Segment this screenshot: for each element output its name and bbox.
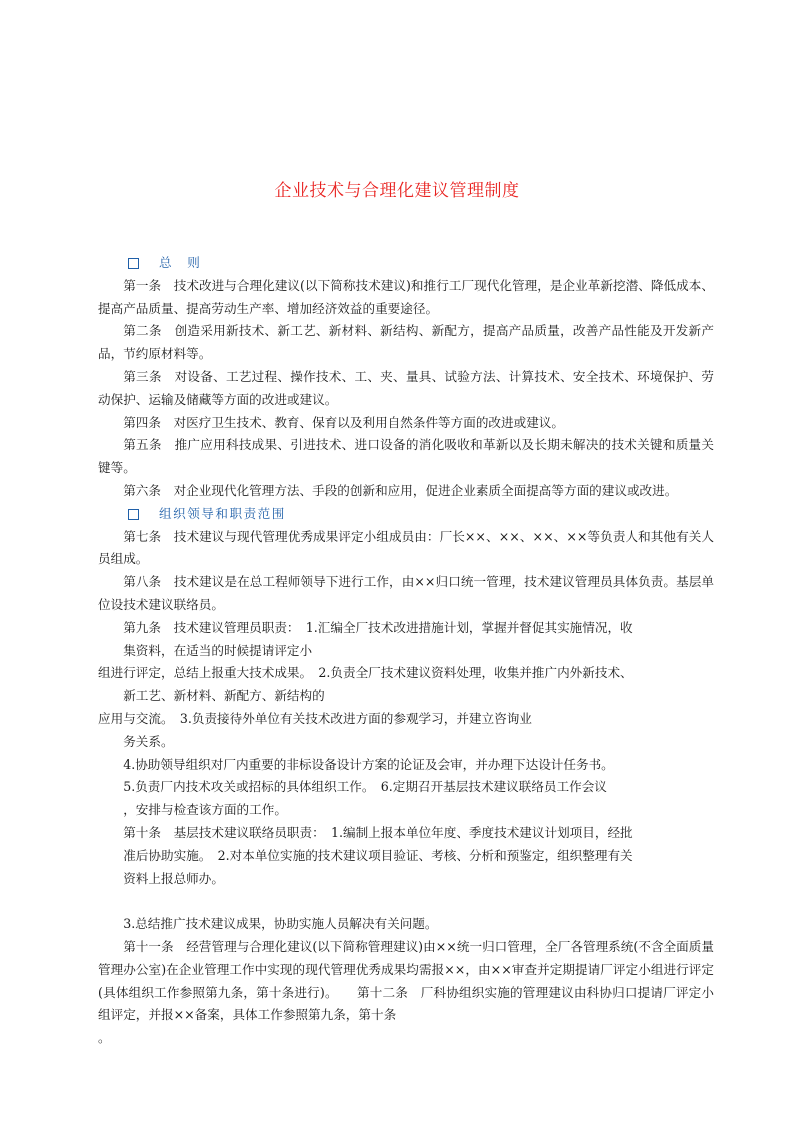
article-8: 第八条 技术建议是在总工程师领导下进行工作，由××归口统一管理，技术建议管理员具体负责。基层单位设技术建议联络员。 bbox=[98, 574, 714, 612]
article-9-line: 务关系。 bbox=[123, 733, 174, 749]
article-10-line: 准后协助实施。 2.对本单位实施的技术建议项目验证、考核、分析和预鉴定，组织整理有关 bbox=[123, 847, 633, 863]
checkbox-icon[interactable] bbox=[128, 509, 139, 520]
article-9-line: 第九条 技术建议管理员职责： 1.汇编全厂技术改进措施计划，掌握并督促其实施情况，收 bbox=[123, 619, 633, 635]
article-3: 第三条 对设备、工艺过程、操作技术、工、夹、量具、试验方法、计算技术、安全技术、环境保护、劳动保护、运输及储藏等方面的改进或建议。 bbox=[98, 368, 714, 407]
article-10-line: 资料上报总师办。 bbox=[123, 870, 224, 886]
article-7: 第七条 技术建议与现代管理优秀成果评定小组成员由：厂长××、××、××、××等负责人和其他有关人员组成。 bbox=[98, 528, 714, 567]
article-1: 第一条 技术改进与合理化建议(以下简称技术建议)和推行工厂现代化管理，是企业革新挖潜、降低成本、提高产品质量、提高劳动生产率、增加经济效益的重要途径。 bbox=[98, 277, 714, 316]
article-10-line: 第十条 基层技术建议联络员职责： 1.编制上报本单位年度、季度技术建议计划项目，经批 bbox=[123, 824, 633, 840]
document-title: 企业技术与合理化建议管理制度 bbox=[274, 181, 520, 201]
article-11-end: 。 bbox=[98, 1030, 111, 1046]
article-10-line: 3.总结推广技术建议成果，协助实施人员解决有关问题。 bbox=[123, 916, 438, 932]
section-heading-label: 组织领导和职责范围 bbox=[159, 505, 286, 521]
checkbox-icon[interactable] bbox=[128, 258, 139, 269]
article-9-line: 新工艺、新材料、新配方、新结构的 bbox=[123, 688, 325, 704]
section-heading-label: 总 则 bbox=[159, 255, 202, 270]
article-5: 第五条 推广应用科技成果、引进技术、进口设备的消化吸收和革新以及长期未解决的技术关键和质量关键等。 bbox=[98, 437, 714, 476]
article-9-line: 组进行评定，总结上报重大技术成果。 2.负责全厂技术建议资料处理，收集并推广内外新技术、 bbox=[98, 665, 633, 681]
article-9-line: 5.负责厂内技术攻关或招标的具体组织工作。 6.定期召开基层技术建议联络员工作会议 bbox=[123, 779, 607, 795]
section-heading-organization bbox=[98, 503, 714, 526]
article-11: 第十一条 经营管理与合理化建议(以下简称管理建议)由××统一归口管理，全厂各管理系统(不含全面质量管理办公室)在企业管理工作中实现的现代管理优秀成果均需报××，由××审查并定期提请厂评定小组进行评定(具体组织工作参照第九条，第十条进行)。 第十二条 厂科协组织实施的管理建议由科协归口提请厂评定小组评定，并报××备案，具体工作参照第九条，第十条 bbox=[98, 938, 714, 1023]
article-9-line: 应用与交流。 3.负责接待外单位有关技术改进方面的参观学习，并建立咨询业 bbox=[98, 710, 532, 726]
section-heading-general bbox=[98, 252, 714, 275]
article-9-line: 集资料，在适当的时候提请评定小 bbox=[123, 642, 313, 658]
document-body bbox=[98, 252, 714, 1050]
article-6: 第六条 对企业现代化管理方法、手段的创新和应用，促进企业素质全面提高等方面的建议或改进。 bbox=[123, 482, 678, 498]
article-9-line: 4.协助领导组织对厂内重要的非标设备设计方案的论证及会审，并办理下达设计任务书。 bbox=[123, 756, 614, 772]
article-9-line: ，安排与检查该方面的工作。 bbox=[123, 802, 287, 818]
article-4: 第四条 对医疗卫生技术、教育、保育以及利用自然条件等方面的改进或建议。 bbox=[123, 414, 564, 430]
blank-line bbox=[98, 890, 714, 913]
article-2: 第二条 创造采用新技术、新工艺、新材料、新结构、新配方，提高产品质量，改善产品性能及开发新产品，节约原材料等。 bbox=[98, 323, 714, 362]
